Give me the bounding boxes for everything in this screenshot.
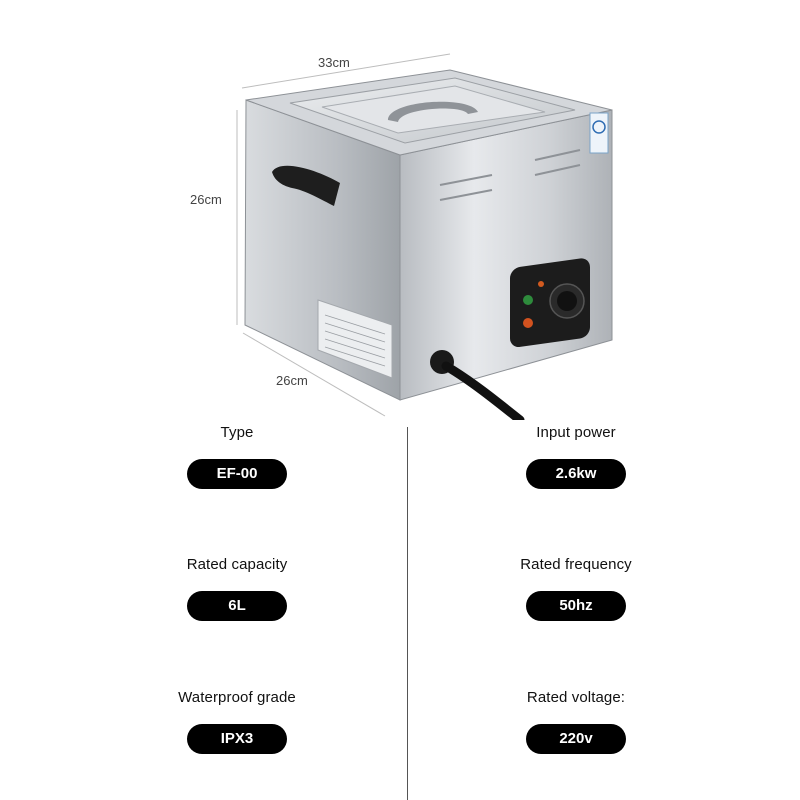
spec-label: Type bbox=[220, 424, 254, 441]
column-divider bbox=[407, 427, 408, 800]
dimension-width: 33cm bbox=[318, 55, 350, 70]
heat-indicator-icon bbox=[523, 318, 533, 328]
spec-rated-frequency bbox=[456, 556, 696, 621]
dimension-height: 26cm bbox=[190, 192, 222, 207]
spec-value-badge: 2.6kw bbox=[526, 459, 626, 489]
spec-label: Input power bbox=[536, 424, 616, 441]
spec-label: Rated frequency bbox=[520, 556, 632, 573]
spec-value-badge: 220v bbox=[526, 724, 626, 754]
spec-input-power bbox=[456, 424, 696, 489]
spec-type bbox=[117, 424, 357, 489]
dimension-depth: 26cm bbox=[276, 373, 308, 388]
spec-label: Rated capacity bbox=[186, 556, 288, 573]
spec-waterproof-grade bbox=[117, 689, 357, 754]
spec-rated-capacity bbox=[117, 556, 357, 621]
control-panel bbox=[510, 257, 590, 348]
spec-label: Rated voltage: bbox=[526, 689, 626, 706]
spec-value-badge: 50hz bbox=[526, 591, 626, 621]
spec-value-badge: EF-00 bbox=[187, 459, 287, 489]
spec-label: Waterproof grade bbox=[178, 689, 296, 706]
spec-value-badge: IPX3 bbox=[187, 724, 287, 754]
spec-rated-voltage bbox=[456, 689, 696, 754]
spec-value-badge: 6L bbox=[187, 591, 287, 621]
power-indicator-icon bbox=[523, 295, 533, 305]
